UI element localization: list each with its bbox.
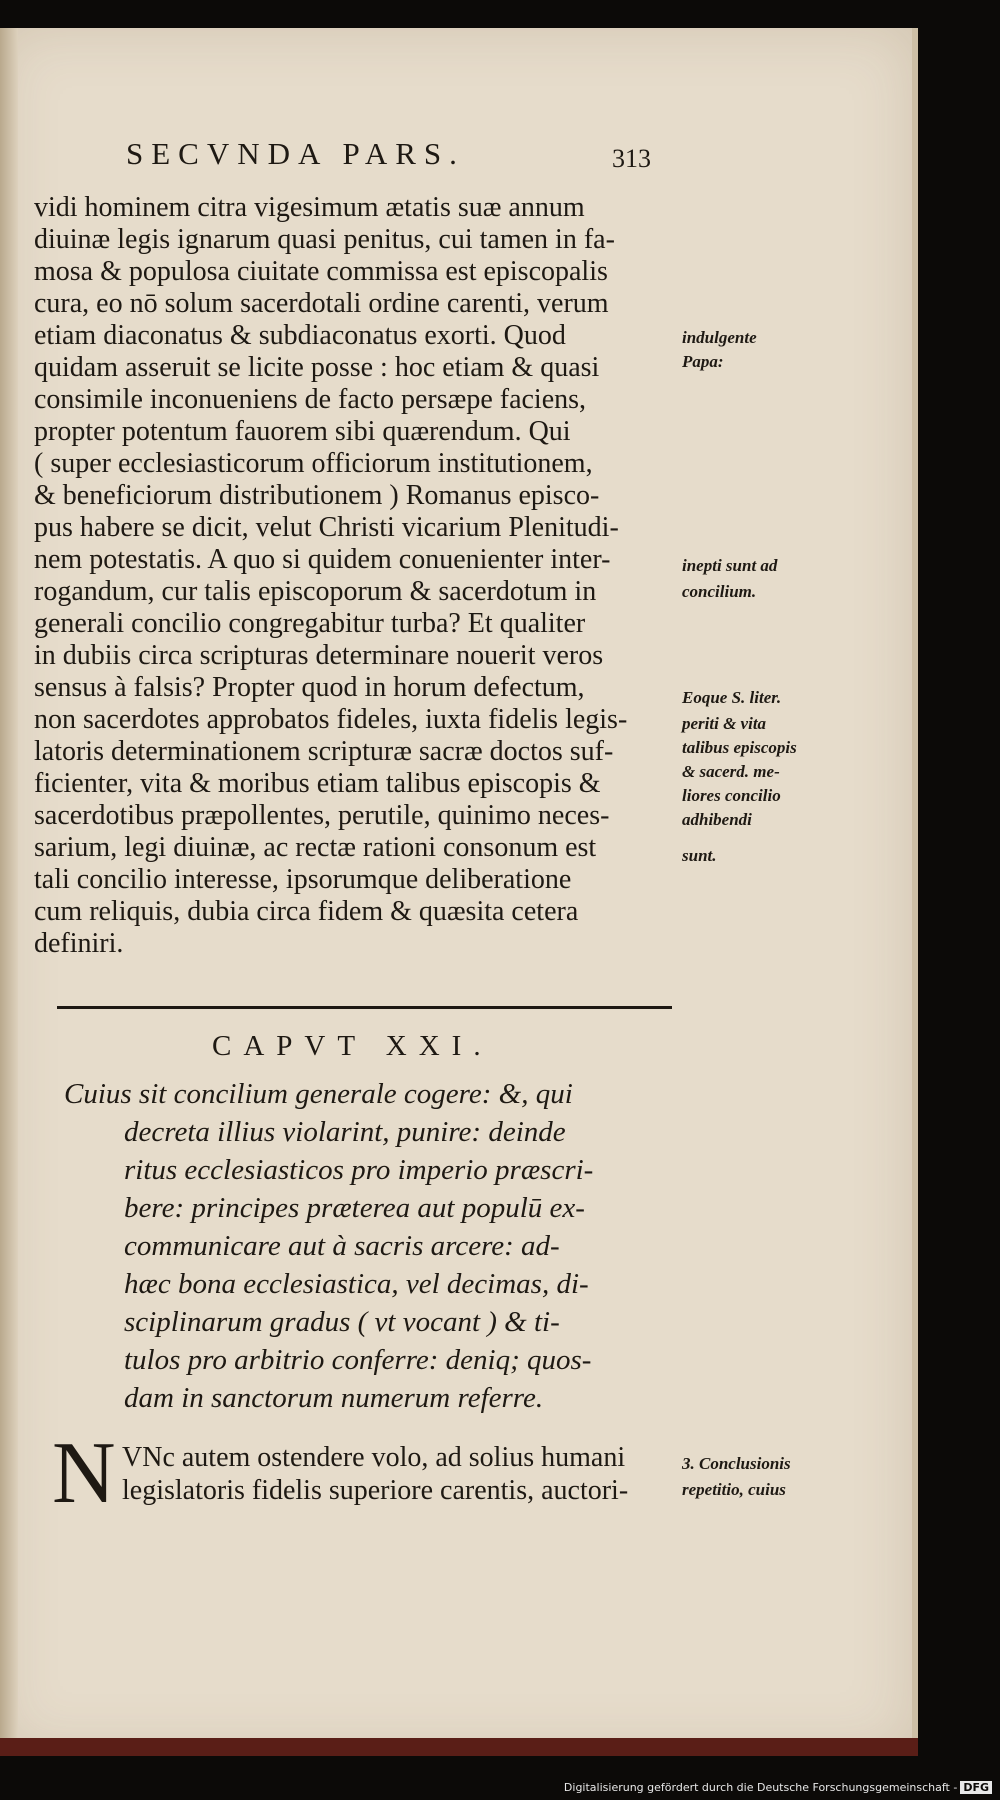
digitization-credit [564, 1781, 992, 1794]
summary-line: Cuius sit concilium generale cogere: &, qui [64, 1078, 573, 1110]
section-rule [57, 1006, 672, 1009]
opening-line: VNc autem ostendere volo, ad solius humani [122, 1442, 626, 1473]
summary-line: decreta illius violarint, punire: deinde [124, 1116, 566, 1148]
summary-line: ritus ecclesiasticos pro imperio præscri- [124, 1154, 594, 1186]
body-line: definiri. [34, 928, 124, 959]
body-line: ( super ecclesiasticorum officiorum institutionem, [34, 448, 593, 479]
body-line: quidam asseruit se licite posse : hoc etiam & quasi [34, 352, 600, 383]
body-line: cum reliquis, dubia circa fidem & quæsita cetera [34, 896, 579, 927]
body-line: sacerdotibus præpollentes, perutile, quinimo neces- [34, 800, 610, 831]
body-line: etiam diaconatus & subdiaconatus exorti. Quod [34, 320, 566, 351]
body-line: rogandum, cur talis episcoporum & sacerdotum in [34, 576, 597, 607]
chapter-heading: CAPVT XXI. [212, 1030, 493, 1062]
body-line: nem potestatis. A quo si quidem conuenienter inter- [34, 544, 611, 575]
book-bottom-edge [0, 1738, 918, 1756]
body-line: ficienter, vita & moribus etiam talibus episcopis & [34, 768, 601, 799]
summary-line: hæc bona ecclesiastica, vel decimas, di- [124, 1268, 589, 1300]
body-line: tali concilio interesse, ipsorumque deliberatione [34, 864, 572, 895]
margin-note: indulgente [682, 328, 757, 347]
body-line: in dubiis circa scripturas determinare nouerit veros [34, 640, 604, 671]
body-line: sensus à falsis? Propter quod in horum defectum, [34, 672, 585, 703]
margin-note: concilium. [682, 582, 757, 601]
summary-line: sciplinarum gradus ( vt vocant ) & ti- [124, 1306, 560, 1338]
opening-line: legislatoris fidelis superiore carentis, auctori- [122, 1475, 629, 1506]
body-line: non sacerdotes approbatos fideles, iuxta fidelis legis- [34, 704, 628, 735]
summary-line: communicare aut à sacris arcere: ad- [124, 1230, 560, 1262]
margin-note: adhibendi [682, 810, 752, 829]
body-line: pus habere se dicit, velut Christi vicarium Plenitudi- [34, 512, 619, 543]
margin-note: inepti sunt ad [682, 556, 778, 575]
margin-note: sunt. [682, 846, 717, 865]
page-number: 313 [612, 144, 651, 173]
page-gutter-edge [0, 28, 18, 1752]
credit-text: Digitalisierung gefördert durch die Deutsche Forschungsgemeinschaft - [563, 1781, 958, 1794]
dfg-logo-icon: DFG [960, 1781, 992, 1794]
body-line: & beneficiorum distributionem ) Romanus episco- [34, 480, 600, 511]
margin-note: & sacerd. me- [682, 762, 780, 781]
margin-note: 3. Conclusionis [682, 1454, 791, 1473]
body-line: consimile inconueniens de facto persæpe faciens, [34, 384, 587, 415]
margin-note: talibus episcopis [682, 738, 797, 757]
drop-cap: N [52, 1425, 116, 1522]
body-line: sarium, legi diuinæ, ac rectæ rationi consonum est [34, 832, 597, 863]
body-line: vidi hominem citra vigesimum ætatis suæ annum [34, 192, 585, 223]
summary-line: dam in sanctorum numerum referre. [124, 1382, 544, 1414]
body-line: propter potentum fauorem sibi quærendum. Qui [34, 416, 571, 447]
body-line: cura, eo nō solum sacerdotali ordine carenti, verum [34, 288, 609, 319]
body-line: mosa & populosa ciuitate commissa est episcopalis [34, 256, 608, 287]
margin-note: Eoque S. liter. [682, 688, 782, 707]
body-line: diuinæ legis ignarum quasi penitus, cui tamen in fa- [34, 224, 615, 255]
summary-line: bere: principes præterea aut populū ex- [124, 1192, 585, 1224]
summary-line: tulos pro arbitrio conferre: deniq; quos- [124, 1344, 592, 1376]
body-line: latoris determinationem scripturæ sacræ doctos suf- [34, 736, 614, 767]
body-line: generali concilio congregabitur turba? Et qualiter [34, 608, 586, 639]
margin-note: periti & vita [682, 714, 767, 733]
margin-note: repetitio, cuius [682, 1480, 786, 1499]
margin-note: Papa: [682, 352, 724, 371]
margin-note: liores concilio [682, 786, 781, 805]
running-title: SECVNDA PARS. [126, 136, 465, 171]
